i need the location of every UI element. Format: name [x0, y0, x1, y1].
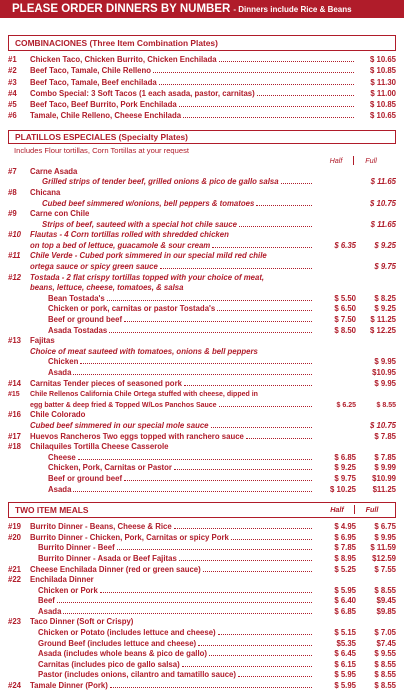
item-label: Burrito Dinner - Beans, Cheese & Rice — [30, 522, 172, 532]
full-price: $ 9.95 — [374, 378, 396, 388]
half-price: $ 4.95 — [334, 522, 356, 532]
full-price: $ 7.05 — [374, 628, 396, 638]
menu-item — [8, 64, 396, 75]
full-price: $10.99 — [372, 473, 396, 483]
item-label: ortega sauce or spicy green sauce — [30, 262, 158, 272]
item-label: Carnitas Tender pieces of seasoned pork — [30, 378, 182, 388]
leader-dots — [179, 560, 312, 561]
leader-dots — [256, 205, 312, 206]
item-label: Huevos Rancheros Two eggs topped with ranchero sauce — [30, 431, 244, 441]
item-label: Flautas - 4 Corn tortillas rolled with shredded chicken — [30, 230, 229, 240]
full-price: $ 11.65 — [370, 219, 396, 229]
menu-item — [8, 542, 396, 553]
half-price: $ 6.40 — [334, 596, 356, 606]
menu-item — [8, 531, 396, 542]
full-price: $ 7.55 — [374, 564, 396, 574]
leader-dots — [184, 385, 312, 386]
menu-item — [8, 366, 396, 377]
item-number: #1 — [8, 55, 17, 65]
half-price: $5.35 — [336, 638, 356, 648]
leader-dots — [124, 321, 312, 322]
leader-dots — [281, 183, 312, 184]
half-price: $ 7.85 — [334, 543, 356, 553]
full-price: $9.45 — [376, 596, 396, 606]
leader-dots — [174, 469, 312, 470]
item-label: Cubed beef simmered in our special mole sauce — [30, 420, 209, 430]
leader-dots — [209, 655, 312, 656]
item-number: #6 — [8, 111, 17, 121]
menu-item — [8, 377, 396, 388]
item-label: Chilaquiles Tortilla Cheese Casserole — [30, 442, 169, 452]
menu-item — [8, 574, 396, 585]
full-price: $7.45 — [376, 638, 396, 648]
menu-item — [8, 451, 396, 462]
item-label: Beef or ground beef — [48, 315, 123, 325]
full-price: $ 9.95 — [374, 357, 396, 367]
leader-dots — [73, 374, 312, 375]
item-price: $ 10.85 — [369, 99, 396, 109]
half-price: $ 8.95 — [334, 553, 356, 563]
item-number: #19 — [8, 522, 22, 532]
full-price: $ 9.55 — [374, 649, 396, 659]
menu-item — [8, 176, 396, 187]
banner-subtitle: - Dinners include Rice & Beans — [233, 4, 352, 14]
leader-dots — [63, 613, 312, 614]
menu-item — [8, 658, 396, 669]
item-label: Chile Colorado — [30, 410, 86, 420]
menu-item — [8, 430, 396, 441]
menu-item — [8, 679, 396, 690]
item-number: #8 — [8, 187, 17, 197]
leader-dots — [78, 459, 312, 460]
menu-item — [8, 282, 396, 293]
half-price: $ 5.95 — [334, 585, 356, 595]
item-label: Carne Asada — [30, 166, 78, 176]
half-price: $ 5.15 — [334, 628, 356, 638]
menu-item — [8, 626, 396, 637]
leader-dots — [203, 571, 312, 572]
leader-dots — [179, 106, 354, 107]
item-label: Carnitas (includes pico de gallo salsa) — [38, 659, 180, 669]
item-label: Pastor (includes onions, cilantro and tamatillo sauce) — [38, 670, 236, 680]
menu-item — [8, 229, 396, 240]
section-header-combinaciones — [8, 35, 396, 51]
item-label: Combo Special: 3 Soft Tacos (1 each asada, pastor, carnitas) — [30, 88, 255, 98]
item-price: $ 11.00 — [370, 88, 396, 98]
full-price: $ 9.99 — [374, 463, 396, 473]
leader-dots — [124, 480, 312, 481]
leader-dots — [238, 676, 312, 677]
menu-item — [8, 239, 396, 250]
item-label: Cheese — [48, 452, 76, 462]
menu-item — [8, 345, 396, 356]
item-label: Tostada - 2 flat crispy tortillas topped with your choice of meat, — [30, 272, 265, 282]
item-label: Tamale, Chile Relleno, Cheese Enchilada — [30, 111, 182, 121]
menu-banner — [0, 0, 404, 18]
item-number: #15 — [8, 391, 20, 399]
banner-title: PLEASE ORDER DINNERS BY NUMBER — [12, 3, 231, 15]
section-header-especiales — [8, 130, 396, 144]
item-label: Tamale Dinner (Pork) — [30, 681, 108, 691]
leader-dots — [73, 491, 312, 492]
full-price: $ 9.75 — [374, 262, 396, 272]
leader-dots — [109, 332, 312, 333]
full-price: $ 12.25 — [369, 325, 396, 335]
item-label: Beef Taco, Tamale, Beef enchilada — [30, 77, 157, 87]
half-price: $ 6.35 — [334, 240, 356, 250]
leader-dots — [182, 666, 312, 667]
leader-dots — [159, 84, 354, 85]
menu-item — [8, 521, 396, 532]
half-price: $ 6.15 — [334, 659, 356, 669]
item-number: #24 — [8, 681, 22, 691]
half-price: $ 9.25 — [334, 463, 356, 473]
menu-item — [8, 197, 396, 208]
full-price: $10.95 — [372, 368, 396, 377]
item-label: Carne con Chile — [30, 209, 90, 219]
menu-item — [8, 472, 396, 483]
leader-dots — [110, 687, 312, 688]
leader-dots — [239, 226, 312, 227]
full-price: $ 8.55 — [374, 681, 396, 691]
menu-item — [8, 218, 396, 229]
half-price: $ 9.75 — [334, 473, 356, 483]
item-label: Beef Taco, Tamale, Chile Relleno — [30, 66, 152, 76]
leader-dots — [100, 592, 312, 593]
menu-item — [8, 669, 396, 680]
item-number: #2 — [8, 66, 17, 76]
half-price: $ 5.25 — [334, 564, 356, 574]
especiales-list — [8, 165, 396, 493]
item-number: #3 — [8, 77, 17, 87]
leader-dots — [231, 539, 312, 540]
item-label: Chicken or pork, carnitas or pastor Tostada's — [48, 304, 216, 314]
item-number: #23 — [8, 617, 22, 627]
item-number: #12 — [8, 272, 22, 282]
full-price: $ 11.25 — [370, 315, 396, 325]
half-label: Half — [330, 505, 344, 515]
item-number: #4 — [8, 88, 17, 98]
item-label: Enchilada Dinner — [30, 575, 94, 585]
menu-item — [8, 563, 396, 574]
full-price: $ 9.25 — [374, 240, 396, 250]
item-number: #20 — [8, 532, 22, 542]
item-number: #16 — [8, 410, 22, 420]
section-title: COMBINACIONES (Three Item Combination Plates) — [15, 38, 218, 48]
menu-item — [8, 186, 396, 197]
full-price: $ 9.25 — [374, 304, 396, 314]
item-label: Asada — [38, 606, 62, 616]
full-price: $ 6.75 — [374, 522, 396, 532]
leader-dots — [211, 427, 312, 428]
full-price: $ 10.75 — [369, 198, 396, 208]
menu-item — [8, 483, 396, 494]
menu-item — [8, 584, 396, 595]
item-label: Beef Taco, Beef Burrito, Pork Enchilada — [30, 99, 177, 109]
full-price: $ 8.55 — [374, 585, 396, 595]
item-label: egg batter & deep fried & Topped W/Los Panchos Sauce — [30, 401, 217, 409]
item-label: Bean Tostada's — [48, 293, 105, 303]
leader-dots — [160, 268, 312, 269]
item-label: Chicken Taco, Chicken Burrito, Chicken Enchilada — [30, 55, 217, 65]
item-label: Chicken or Pork — [38, 585, 98, 595]
section-title: TWO ITEM MEALS — [15, 504, 89, 515]
item-label: Chicken — [48, 357, 79, 367]
half-price: $ 6.25 — [336, 401, 356, 409]
menu-item — [8, 87, 396, 98]
item-label: Asada (includes whole beans & pico de gallo) — [38, 649, 207, 659]
full-label: Full — [354, 505, 389, 514]
section-title: PLATILLOS ESPECIALES (Specialty Plates) — [15, 132, 188, 143]
item-label: Asada — [48, 368, 72, 377]
full-price: $ 10.75 — [369, 420, 396, 430]
menu-item — [8, 648, 396, 659]
menu-item — [8, 75, 396, 86]
full-price: $ 9.95 — [374, 532, 396, 542]
menu-item — [8, 356, 396, 367]
menu-item — [8, 260, 396, 271]
item-number: #11 — [8, 251, 21, 261]
leader-dots — [198, 645, 312, 646]
full-price: $ 8.55 — [374, 659, 396, 669]
leader-dots — [246, 438, 312, 439]
item-label: beans, lettuce, cheese, tomatoes, & salsa — [30, 283, 184, 293]
full-price: $9.85 — [376, 606, 396, 616]
menu-item — [8, 292, 396, 303]
half-price: $ 8.50 — [334, 325, 356, 335]
menu-item — [8, 441, 396, 452]
menu-item — [8, 552, 396, 563]
item-label: Asada — [48, 484, 72, 494]
item-label: Chicken, Pork, Carnitas or Pastor — [48, 463, 172, 473]
full-price: $11.25 — [372, 484, 396, 494]
menu-item — [8, 595, 396, 606]
item-label: Chicana — [30, 187, 61, 197]
leader-dots — [57, 602, 312, 603]
menu-item — [8, 335, 396, 346]
section-header-two-item — [8, 502, 396, 518]
leader-dots — [80, 363, 312, 364]
item-number: #10 — [8, 230, 22, 240]
leader-dots — [117, 549, 312, 550]
leader-dots — [183, 117, 354, 118]
section-note: Includes Flour tortillas, Corn Tortillas at your request — [14, 146, 190, 156]
item-number: #22 — [8, 575, 22, 585]
full-label: Full — [353, 156, 388, 165]
menu-item — [8, 324, 396, 335]
menu-item — [8, 398, 396, 409]
full-price: $ 11.59 — [370, 543, 396, 553]
leader-dots — [257, 95, 354, 96]
menu-item — [8, 271, 396, 282]
half-price: $ 6.50 — [334, 304, 356, 314]
full-price: $ 8.25 — [374, 293, 396, 303]
half-price: $ 6.85 — [334, 452, 356, 462]
menu-item — [8, 250, 396, 261]
menu-item — [8, 616, 396, 627]
item-label: Strips of beef, sauteed with a special hot chile sauce — [42, 219, 237, 229]
full-price: $12.59 — [372, 553, 396, 563]
leader-dots — [219, 61, 354, 62]
half-price: $ 5.95 — [334, 670, 356, 680]
menu-item — [8, 419, 396, 430]
leader-dots — [153, 72, 354, 73]
item-price: $ 10.85 — [369, 66, 396, 76]
half-full-header — [8, 155, 396, 165]
item-label: Burrito Dinner - Chicken, Pork, Carnitas or spicy Pork — [30, 532, 229, 542]
leader-dots — [107, 300, 312, 301]
item-label: Chile Rellenos California Chile Ortega stuffed with cheese, dipped in — [30, 391, 258, 399]
item-label: Cheese Enchilada Dinner (red or green sauce) — [30, 564, 201, 574]
menu-item — [8, 208, 396, 219]
combinaciones-list — [8, 53, 396, 120]
item-number: #13 — [8, 336, 22, 346]
full-price: $ 7.85 — [374, 452, 396, 462]
menu-item — [8, 98, 396, 109]
menu-item — [8, 165, 396, 176]
leader-dots — [218, 634, 312, 635]
item-number: #7 — [8, 166, 17, 176]
full-price: $ 11.65 — [370, 177, 396, 187]
menu-item — [8, 409, 396, 420]
half-label: Half — [329, 155, 343, 165]
half-price: $ 5.95 — [334, 681, 356, 691]
half-price: $ 6.45 — [334, 649, 356, 659]
item-number: #9 — [8, 209, 17, 219]
item-label: Burrito Dinner - Asada or Beef Fajitas — [38, 553, 177, 563]
leader-dots — [212, 247, 312, 248]
item-label: on top a bed of lettuce, guacamole & sour cream — [30, 240, 211, 250]
full-price: $ 8.55 — [376, 401, 396, 409]
half-price: $ 6.95 — [334, 532, 356, 542]
item-label: Beef or ground beef — [48, 473, 123, 483]
item-number: #5 — [8, 99, 17, 109]
item-price: $ 11.30 — [370, 77, 396, 87]
half-price: $ 5.50 — [334, 293, 356, 303]
item-label: Taco Dinner (Soft or Crispy) — [30, 617, 134, 627]
full-price: $ 7.85 — [374, 431, 396, 441]
menu-item — [8, 462, 396, 473]
menu-item — [8, 605, 396, 616]
leader-dots — [174, 528, 312, 529]
item-label: Choice of meat sauteed with tomatoes, onions & bell peppers — [30, 346, 258, 356]
leader-dots — [217, 310, 312, 311]
item-label: Chile Verde - Cubed pork simmered in our special mild red chile — [30, 251, 267, 261]
item-number: #14 — [8, 378, 22, 388]
full-price: $ 8.55 — [374, 670, 396, 680]
item-label: Chicken or Potato (includes lettuce and cheese) — [38, 628, 216, 638]
menu-item — [8, 109, 396, 120]
half-price: $ 6.85 — [334, 606, 356, 616]
item-price: $ 10.65 — [369, 111, 396, 121]
half-price: $ 10.25 — [329, 484, 356, 494]
leader-dots — [219, 406, 312, 407]
item-number: #17 — [8, 431, 22, 441]
menu-item — [8, 388, 396, 399]
item-price: $ 10.65 — [369, 55, 396, 65]
item-label: Cubed beef simmered w/onions, bell peppers & tomatoes — [42, 198, 255, 208]
two-item-list — [8, 521, 396, 691]
item-label: Burrito Dinner - Beef — [38, 543, 115, 553]
half-price: $ 7.50 — [334, 315, 356, 325]
item-label: Ground Beef (includes lettuce and cheese) — [38, 638, 197, 648]
item-label: Beef — [38, 596, 55, 606]
menu-item — [8, 303, 396, 314]
menu-item — [8, 637, 396, 648]
menu-item — [8, 313, 396, 324]
menu-item — [8, 53, 396, 64]
item-label: Fajitas — [30, 336, 55, 346]
item-number: #21 — [8, 564, 22, 574]
item-label: Grilled strips of tender beef, grilled onions & pico de gallo salsa — [42, 177, 279, 187]
item-label: Asada Tostadas — [48, 325, 108, 335]
item-number: #18 — [8, 442, 22, 452]
